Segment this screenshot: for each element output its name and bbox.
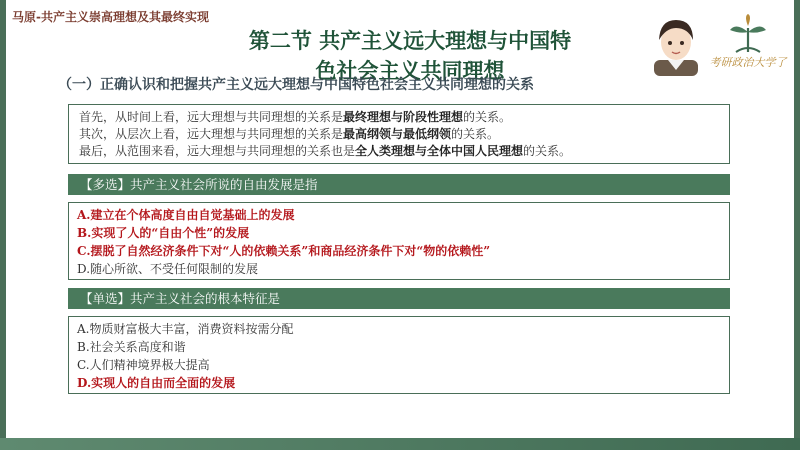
relationship-summary-box	[68, 104, 730, 164]
summary-text: 最后，从范围来看，远大理想与共同理想的关系也是	[79, 144, 356, 158]
course-label: 马原-共产主义崇高理想及其最终实现	[12, 10, 209, 24]
summary-emphasis: 最终理想与阶段性理想	[343, 110, 464, 124]
summary-line-scope	[79, 143, 719, 160]
summary-text: 其次，从层次上看，远大理想与共同理想的关系是	[79, 127, 344, 141]
title-line-2: 色社会主义共同理想	[315, 59, 505, 83]
q2-option-b: B.社会关系高度和谐	[77, 340, 186, 354]
summary-line-time	[79, 109, 719, 126]
question-1-stem: 【多选】共产主义社会所说的自由发展是指	[68, 174, 730, 195]
summary-emphasis: 全人类理想与全体中国人民理想	[355, 144, 524, 158]
q1-option-b: B.实现了人的“自由个性”的发展	[77, 226, 250, 240]
q1-option-d: D.随心所欲、不受任何限制的发展	[77, 262, 259, 276]
brand-logo	[708, 14, 788, 78]
title-line-1: 第二节 共产主义远大理想与中国特	[248, 29, 572, 53]
question-2-stem: 【单选】共产主义社会的根本特征是	[68, 288, 730, 309]
summary-emphasis: 最高纲领与最低纲领	[343, 127, 452, 141]
right-accent-bar	[794, 0, 800, 450]
q2-option-c: C.人们精神境界极大提高	[77, 358, 210, 372]
q2-option-a: A.物质财富极大丰富，消费资料按需分配	[77, 322, 294, 336]
summary-text: 的关系。	[463, 110, 512, 124]
brand-text: 考研政治大学了	[709, 56, 787, 69]
summary-text: 的关系。	[451, 127, 500, 141]
question-2-options	[68, 316, 730, 394]
plant-logo-icon	[708, 14, 788, 54]
q2-option-d: D.实现人的自由而全面的发展	[77, 376, 236, 390]
q1-option-a: A.建立在个体高度自由自觉基础上的发展	[77, 208, 295, 222]
left-accent-bar	[0, 0, 6, 450]
summary-line-level	[79, 126, 719, 143]
section-subheading: （一）正确认识和把握共产主义远大理想与中国特色社会主义共同理想的关系	[58, 77, 534, 93]
summary-text: 首先，从时间上看，远大理想与共同理想的关系是	[79, 110, 344, 124]
q1-option-c: C.摆脱了自然经济条件下对“人的依赖关系”和商品经济条件下对“物的依赖性”	[77, 244, 491, 258]
question-1-options	[68, 202, 730, 280]
bottom-accent-strip	[0, 438, 800, 450]
teacher-avatar	[648, 14, 704, 76]
summary-text: 的关系。	[523, 144, 572, 158]
